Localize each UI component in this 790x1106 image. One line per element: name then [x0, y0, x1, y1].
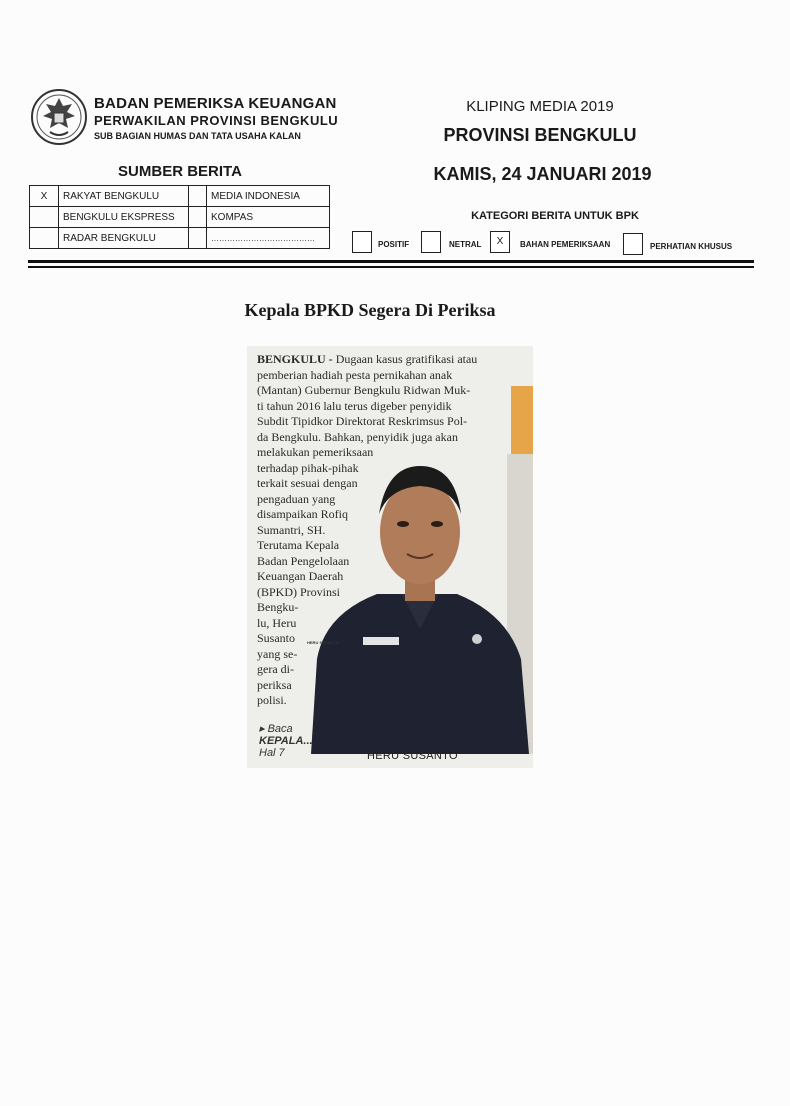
newspaper-clipping — [247, 346, 533, 768]
article-body-text: Dugaan kasus gratifikasi atau pemberian hadiah pesta pernikahan anak (Mantan) Gubernur Bengkulu Ridwan Muk- ti tahun 2016 lalu terus digeber penyidik Subdit Tipidkor Direktorat Reskrimsus Pol- da Bengkulu. Bahkan, penyidik juga akan melakukan pemeriksaan terhadap pihak-pihak terkait sesuai dengan pengaduan yang disampaikan Rofiq Sumantri, SH. Terutama Kepala Badan Pengelolaan Keuangan Daerah (BPKD) Provinsi Bengku- lu, Heru Susanto yang se- gera di- periksa polisi. — [257, 352, 478, 707]
source-row — [30, 207, 330, 228]
uniform-name-tag: HERU SUSANTO — [307, 640, 339, 645]
clip-date: KAMIS, 24 JANUARI 2019 — [433, 164, 652, 184]
source-checkbox[interactable] — [189, 228, 207, 249]
baca-label: Baca — [267, 723, 293, 735]
source-name: MEDIA INDONESIA — [207, 186, 330, 207]
kategori-label-bahan-pemeriksaan: BAHAN PEMERIKSAAN — [520, 240, 611, 249]
sumber-berita-table — [29, 185, 330, 249]
source-name: BENGKULU EKSPRESS — [59, 207, 189, 228]
source-checkbox[interactable] — [189, 186, 207, 207]
kategori-checkbox-netral[interactable] — [421, 231, 441, 253]
kategori-checkbox-positif[interactable] — [352, 231, 372, 253]
org-office: PERWAKILAN PROVINSI BENGKULU — [94, 113, 339, 128]
source-name: RAKYAT BENGKULU — [59, 186, 189, 207]
source-row — [30, 186, 330, 207]
kategori-checkbox-bahan-pemeriksaan[interactable]: X — [490, 231, 510, 253]
bpk-garuda-logo — [30, 86, 88, 148]
kategori-checkbox-perhatian-khusus[interactable] — [623, 233, 643, 255]
source-name: RADAR BENGKULU — [59, 228, 189, 249]
org-name: BADAN PEMERIKSA KEUANGAN — [94, 95, 337, 112]
header-divider — [28, 260, 754, 263]
kategori-label-netral: NETRAL — [449, 240, 482, 249]
province-title: PROVINSI BENGKULU — [443, 125, 637, 145]
kategori-label-perhatian-khusus: PERHATIAN KHUSUS — [650, 242, 733, 251]
baca-target: KEPALA... — [259, 735, 313, 747]
source-checkbox[interactable] — [30, 207, 59, 228]
arrow-right-icon: ▸ — [259, 723, 265, 735]
org-subdivision: SUB BAGIAN HUMAS DAN TATA USAHA KALAN — [94, 131, 301, 141]
photo-caption: HERU SUSANTO — [367, 750, 458, 762]
article-body — [257, 352, 507, 709]
baca-page: Hal 7 — [259, 747, 285, 759]
kliping-title: KLIPING MEDIA 2019 — [466, 98, 614, 115]
sumber-berita-title: SUMBER BERITA — [118, 163, 242, 180]
source-row — [30, 228, 330, 249]
source-checkbox[interactable] — [30, 228, 59, 249]
article-headline: Kepala BPKD Segera Di Periksa — [244, 300, 496, 320]
kategori-title: KATEGORI BERITA UNTUK BPK — [471, 210, 639, 222]
source-checkbox[interactable] — [189, 207, 207, 228]
background-stripe — [511, 386, 533, 456]
kategori-label-positif: POSITIF — [378, 240, 410, 249]
source-checkbox[interactable]: X — [30, 186, 59, 207]
header-divider — [28, 266, 754, 268]
source-name: ………………………………… — [207, 228, 330, 249]
continuation-note — [259, 723, 313, 759]
article-dateline: BENGKULU - — [257, 352, 336, 366]
source-name: KOMPAS — [207, 207, 330, 228]
